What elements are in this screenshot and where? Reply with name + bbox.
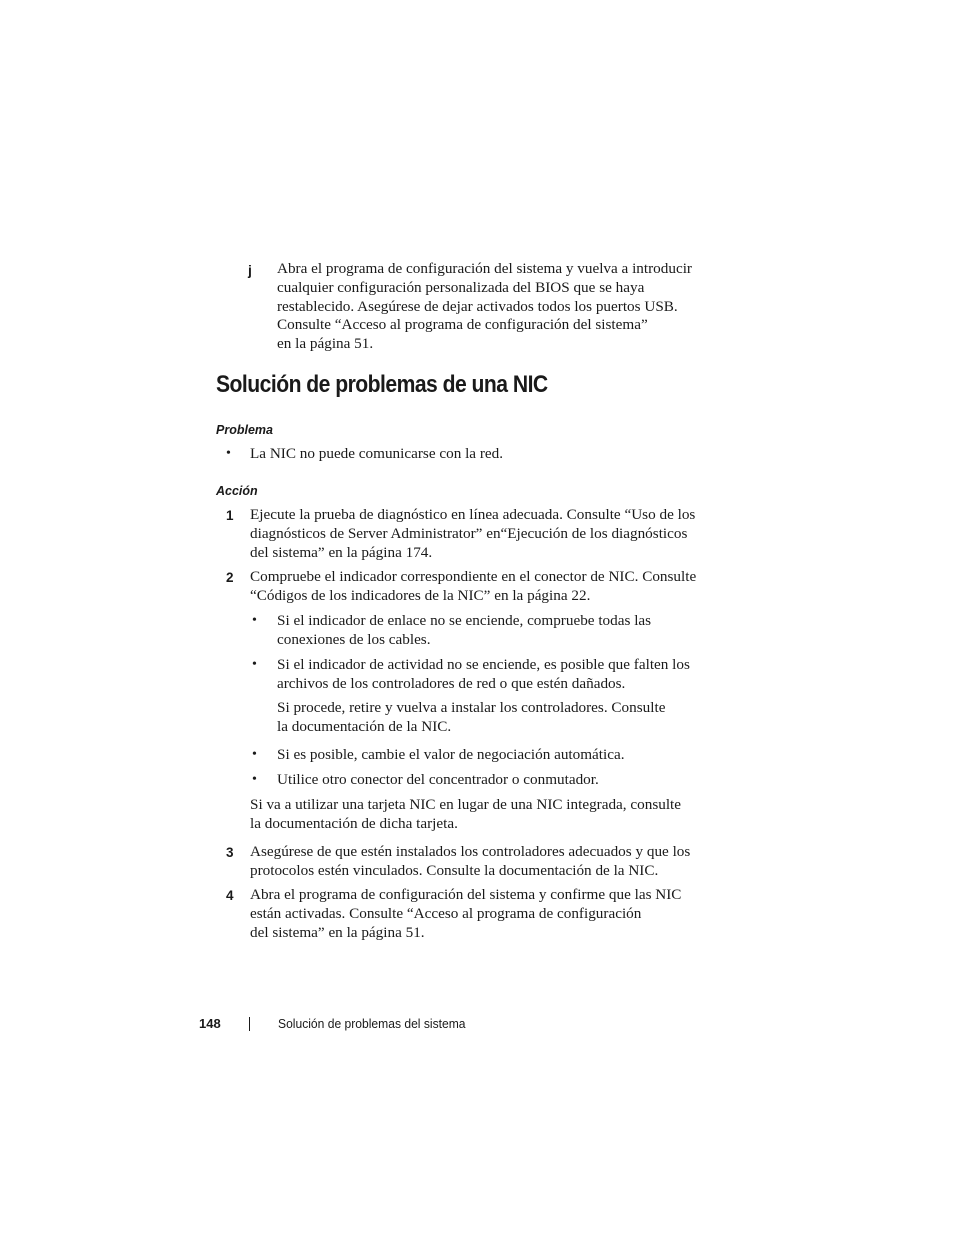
step-marker-j: j (248, 262, 252, 278)
text-line: Abra el programa de configuración del sistema y vuelva a introducir (277, 260, 692, 277)
text-line: diagnósticos de Server Administrator” en“Ejecución de los diagnósticos (250, 524, 688, 542)
step-number-3: 3 (226, 845, 234, 860)
text-line: Si el indicador de enlace no se enciende, compruebe todas las (277, 612, 652, 629)
bullet-marker: • (226, 446, 231, 461)
text-line: Si es posible, cambie el valor de negociación automática. (277, 746, 625, 763)
text-line: Compruebe el indicador correspondiente en el conector de NIC. Consulte (250, 568, 697, 585)
step-2-bullet-2-note (277, 699, 665, 737)
text-line: la documentación de dicha tarjeta. (250, 814, 458, 832)
text-line: en la página 51. (277, 335, 374, 353)
step-number-4: 4 (226, 888, 234, 903)
bullet-marker: • (252, 657, 257, 672)
text-line: la documentación de la NIC. (277, 717, 452, 735)
page-number: 148 (199, 1016, 221, 1031)
footer-section-title: Solución de problemas del sistema (278, 1016, 466, 1031)
bullet-marker: • (252, 747, 257, 762)
text-line: Utilice otro conector del concentrador o conmutador. (277, 771, 599, 788)
problem-text: La NIC no puede comunicarse con la red. (250, 445, 504, 462)
text-line: del sistema” en la página 174. (250, 543, 433, 561)
section-heading: Solución de problemas de una NIC (216, 371, 548, 398)
step-2-after-text (250, 796, 681, 834)
problem-subheading: Problema (216, 423, 273, 437)
text-line: Consulte “Acceso al programa de configuración del sistema” (277, 316, 648, 334)
text-line: cualquier configuración personalizada del BIOS que se haya (277, 278, 645, 296)
text-line: archivos de los controladores de red o que estén dañados. (277, 674, 626, 692)
text-line: Abra el programa de configuración del sistema y confirme que las NIC (250, 886, 682, 903)
text-line: Si procede, retire y vuelva a instalar los controladores. Consulte (277, 699, 666, 716)
step-4-text (250, 886, 681, 942)
text-line: “Códigos de los indicadores de la NIC” en la página 22. (250, 586, 591, 604)
text-line: protocolos estén vinculados. Consulte la documentación de la NIC. (250, 861, 659, 879)
step-2-bullet-4 (277, 771, 599, 790)
text-line: restablecido. Asegúrese de dejar activados todos los puertos USB. (277, 297, 678, 315)
text-line: Si el indicador de actividad no se enciende, es posible que falten los (277, 656, 690, 673)
text-line: están activadas. Consulte “Acceso al programa de configuración (250, 904, 642, 922)
step-1-text (250, 506, 695, 562)
step-number-1: 1 (226, 508, 234, 523)
step-2-bullet-2 (277, 656, 690, 694)
step-number-2: 2 (226, 570, 234, 585)
action-subheading: Acción (216, 484, 258, 498)
step-j-text (277, 260, 692, 354)
text-line: conexiones de los cables. (277, 630, 431, 648)
step-2-bullet-1 (277, 612, 651, 650)
footer-divider (249, 1017, 250, 1031)
text-line: Si va a utilizar una tarjeta NIC en lugar de una NIC integrada, consulte (250, 796, 682, 813)
step-2-bullet-3 (277, 746, 625, 765)
step-3-text (250, 843, 690, 881)
step-2-text (250, 568, 696, 606)
bullet-marker: • (252, 772, 257, 787)
text-line: del sistema” en la página 51. (250, 923, 425, 941)
bullet-marker: • (252, 613, 257, 628)
text-line: Ejecute la prueba de diagnóstico en línea adecuada. Consulte “Uso de los (250, 506, 696, 523)
text-line: Asegúrese de que estén instalados los controladores adecuados y que los (250, 843, 691, 860)
